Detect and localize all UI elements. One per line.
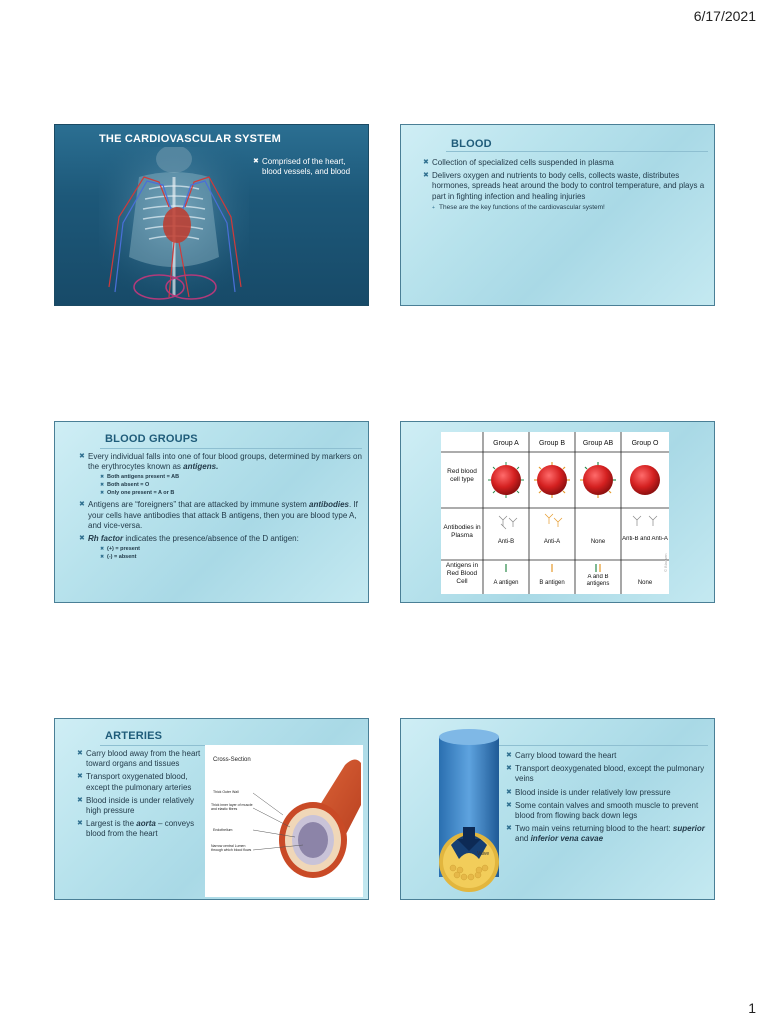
bullet-item: ✖ Collection of specialized cells suspended in plasma — [423, 158, 614, 167]
bullet-x-icon: ✖ — [100, 490, 105, 497]
header-group-b: Group B — [538, 440, 566, 447]
valve-label: Valve — [477, 851, 490, 857]
slide-title: ARTERIES — [105, 730, 163, 742]
bullet-item: ✖ Rh factor indicates the presence/absence of the D antigen: ✖ (+) = present ✖ (-) = absent — [79, 534, 369, 561]
slide-arteries — [54, 718, 369, 900]
slide-blood — [400, 124, 715, 306]
slide-blood-type-table — [400, 421, 715, 603]
bullet-x-icon: ✖ — [506, 801, 512, 809]
bullet-x-icon: ✖ — [506, 788, 512, 796]
header-group-ab: Group AB — [582, 440, 614, 447]
label-inner-layer: Thick inner layer of muscle and elastic fibres — [211, 803, 253, 812]
page-date: 6/17/2021 — [693, 8, 756, 24]
row-label-antibodies: Antibodies in Plasma — [443, 524, 481, 539]
bullet-x-icon: ✖ — [77, 796, 83, 804]
slide-blood-groups — [54, 421, 369, 603]
blood-type-chart — [441, 432, 669, 594]
bullet-item: ✖ Comprised of the heart, blood vessels, and blood — [253, 157, 351, 177]
slide-title: BLOOD — [451, 138, 492, 150]
bullet-x-icon: ✖ — [77, 820, 83, 828]
antigen-o: None — [637, 580, 653, 586]
bullet-x-icon: ✖ — [506, 752, 512, 759]
bullet-item: ✖ Antigens are “foreigners” that are attacked by immune system antibodies. If your cells have antibodies that attack B antigens, then you are blood type A, and vice-versa. — [79, 500, 358, 530]
slide-veins — [400, 718, 715, 900]
rbc-group-a-icon — [488, 462, 524, 498]
bullet-x-icon: ✖ — [423, 159, 429, 166]
title-divider — [100, 448, 362, 449]
vein-valve-illustration — [429, 727, 509, 899]
label-endothelium: Endothelium — [213, 828, 233, 832]
bullet-item: ✖ Delivers oxygen and nutrients to body cells, collects waste, distributes hormones, spreads heat around the body to control temperature, and plays a part in fighting infection and healing injuries + These are the key functions of the cardiovascular system! — [423, 171, 713, 212]
bullet-item: ✖ Carry blood away from the heart toward organs and tissues — [77, 749, 201, 769]
bullet-x-icon: ✖ — [100, 482, 105, 489]
bullet-x-icon: ✖ — [79, 535, 85, 543]
bullet-x-icon: ✖ — [506, 765, 512, 773]
bullet-x-icon: ✖ — [77, 750, 83, 757]
slide-title: THE CARDIOVASCULAR SYSTEM — [99, 133, 282, 145]
artery-cross-section-diagram — [205, 745, 363, 897]
bullet-x-icon: ✖ — [423, 172, 429, 180]
antigen-ab: A and B antigens — [586, 574, 610, 587]
diagram-heading: Cross-Section — [213, 757, 251, 763]
row-label-rbc: Red blood cell type — [447, 468, 477, 483]
bullet-x-icon: ✖ — [77, 773, 83, 781]
bullet-x-icon: ✖ — [506, 825, 512, 833]
header-group-a: Group A — [493, 440, 519, 447]
bullet-item: ✖ Transport deoxygenated blood, except the pulmonary veins — [506, 764, 705, 784]
anatomy-illustration — [99, 147, 249, 306]
antibody-ab: None — [590, 539, 606, 545]
sub-bullet-item: ✖ (+) = present — [100, 546, 141, 553]
bullet-item: ✖ Some contain valves and smooth muscle to prevent blood from flowing back down legs — [506, 800, 699, 821]
antibody-b: Anti-A — [543, 539, 561, 545]
page-number: 1 — [748, 1000, 756, 1016]
bullet-item: ✖ Two main veins returning blood to the heart: superior and inferior vena cavae — [506, 824, 705, 844]
bullet-item: ✖ Every individual falls into one of four blood groups, determined by markers on the erythrocytes known as antigens. ✖ Both antigens present = AB ✖ Both absent = O ✖ Only one present = A or B — [79, 452, 369, 497]
bullet-item: ✖ Blood inside is under relatively low pressure — [506, 787, 671, 797]
bullet-x-icon: ✖ — [100, 474, 105, 481]
blood-type-table — [441, 432, 669, 594]
sub-bullet-item: ✖ Both absent = O — [100, 482, 150, 489]
antibody-a: Anti-B — [497, 539, 515, 545]
bullet-plus-icon: + — [432, 204, 435, 211]
row-label-antigens: Antigens in Red Blood Cell — [445, 562, 479, 585]
slide-title: BLOOD GROUPS — [105, 433, 198, 445]
slide-cardiovascular-system — [54, 124, 369, 306]
sub-bullet-item: ✖ (-) = absent — [100, 554, 137, 561]
rbc-group-b-icon — [534, 462, 570, 498]
antibody-o: Anti-B and Anti-A — [622, 536, 668, 542]
bullet-item: ✖ Transport oxygenated blood, except the pulmonary arteries — [77, 772, 192, 792]
bullet-item: ✖ Carry blood toward the heart — [506, 751, 617, 760]
bullet-x-icon: ✖ — [100, 554, 105, 561]
label-lumen: Narrow central Lumen through which blood flows — [211, 844, 252, 853]
sub-bullet-item: ✖ Both antigens present = AB — [100, 474, 180, 481]
bullet-x-icon: ✖ — [79, 501, 85, 509]
label-outer-wall: Thick Outer Wall — [213, 790, 239, 794]
bullet-x-icon: ✖ — [100, 546, 105, 553]
header-group-o: Group O — [631, 440, 659, 447]
bullet-item: ✖ Blood inside is under relatively high pressure — [77, 795, 195, 816]
rbc-group-o-icon — [630, 465, 660, 495]
antigen-b: B antigen — [539, 580, 565, 586]
bullet-x-icon: ✖ — [79, 453, 85, 460]
sub-bullet-item: + These are the key functions of the cardiovascular system! — [432, 203, 605, 211]
bullet-x-icon: ✖ — [253, 158, 259, 165]
bullet-item: ✖ Largest is the aorta – conveys blood from the heart — [77, 819, 195, 839]
watermark: © Blausen — [663, 553, 668, 572]
title-divider — [446, 151, 708, 152]
sub-bullet-item: ✖ Only one present = A or B — [100, 490, 175, 497]
antigen-a: A antigen — [493, 580, 519, 586]
